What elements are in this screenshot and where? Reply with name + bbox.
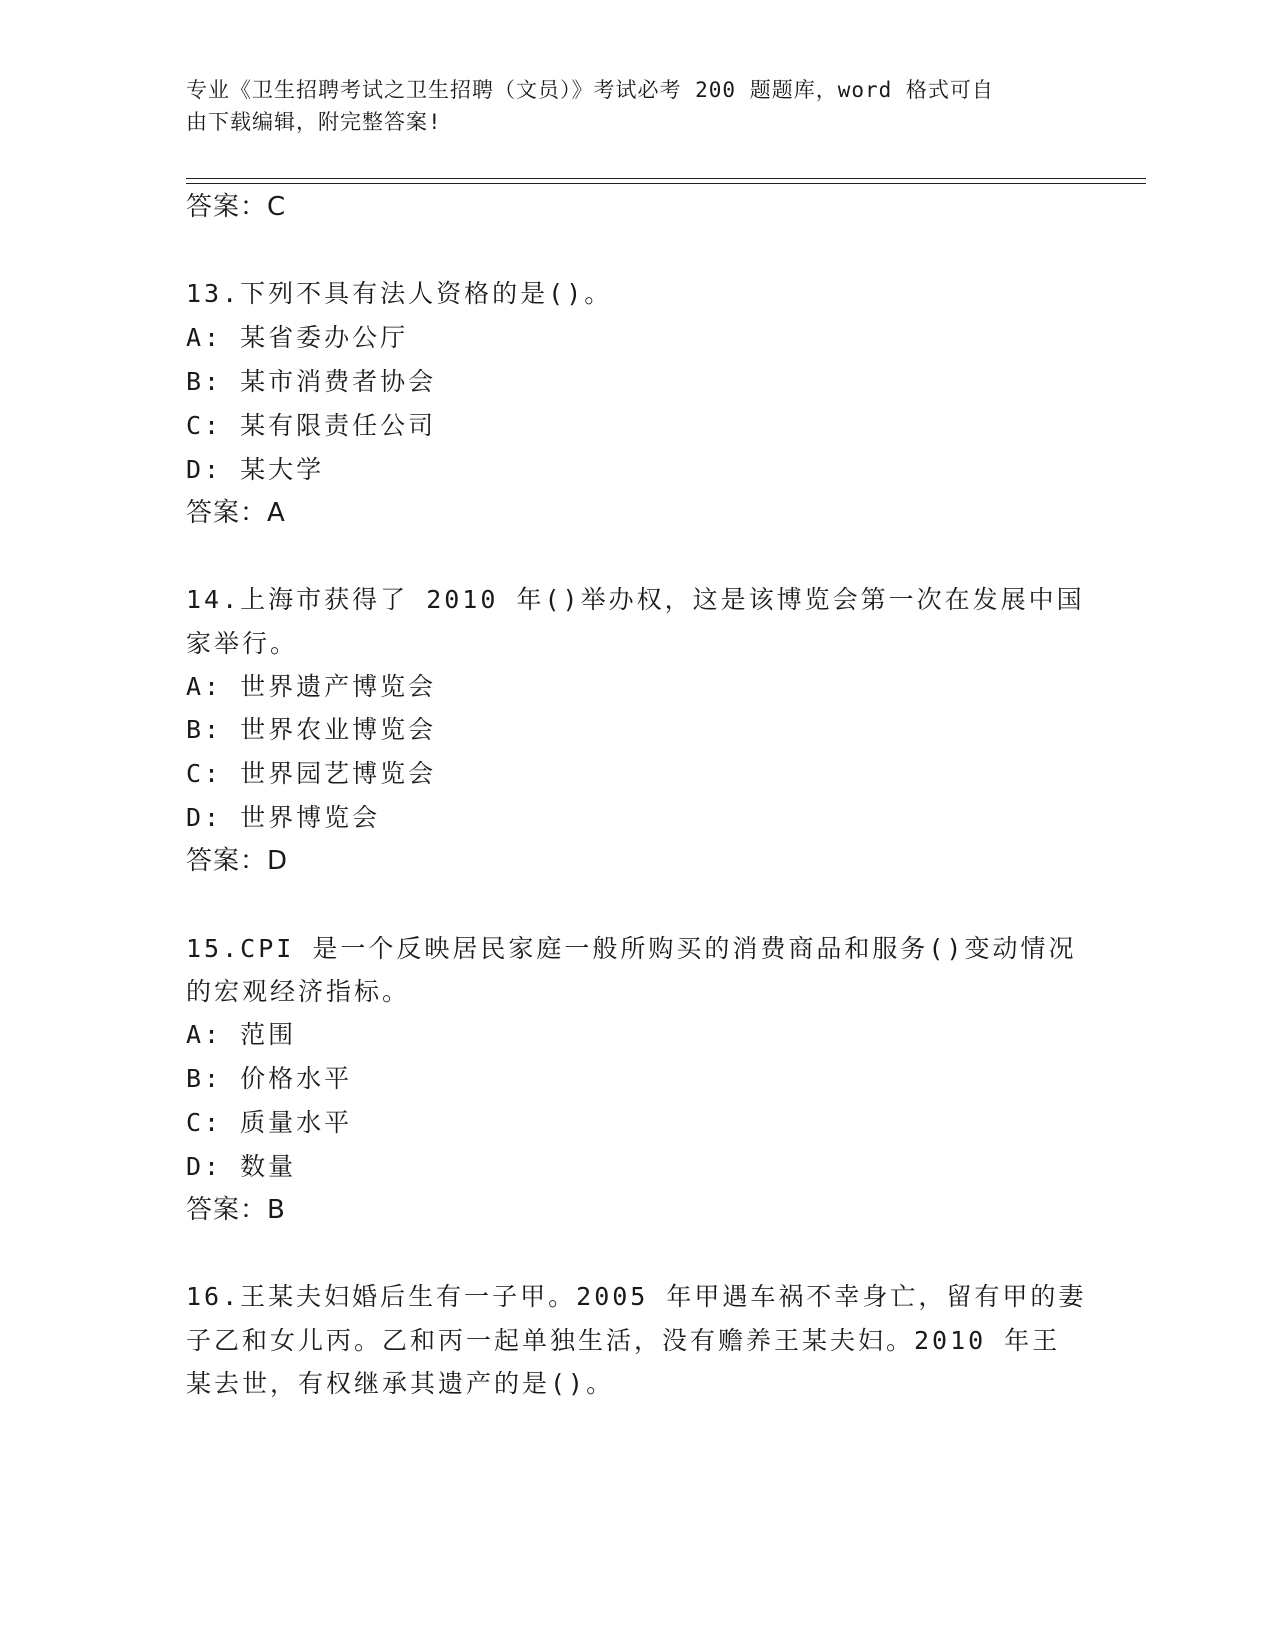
question-13-option-d: D: 某大学: [186, 455, 325, 484]
question-14-text-line-2: 家举行。: [186, 629, 299, 658]
header-line-2: 由下载编辑，附完整答案!: [186, 110, 442, 134]
question-16-text-line-3: 某去世，有权继承其遗产的是()。: [186, 1369, 615, 1398]
question-14-option-a: A: 世界遗产博览会: [186, 672, 437, 701]
answer-15: 答案：B: [186, 1195, 286, 1225]
question-15-text-line-2: 的宏观经济指标。: [186, 977, 411, 1006]
question-14-text-line-1: 14.上海市获得了 2010 年()举办权，这是该博览会第一次在发展中国: [186, 585, 1085, 614]
question-15-option-b: B: 价格水平: [186, 1064, 353, 1093]
question-15-option-d: D: 数量: [186, 1152, 297, 1181]
question-14-option-d: D: 世界博览会: [186, 803, 381, 832]
header-line-1: 专业《卫生招聘考试之卫生招聘（文员）》考试必考 200 题题库，word 格式可自: [186, 78, 994, 102]
question-16-text-line-2: 子乙和女儿丙。乙和丙一起单独生活，没有赡养王某夫妇。2010 年王: [186, 1326, 1061, 1355]
answer-14: 答案：D: [186, 846, 289, 876]
question-13-option-c: C: 某有限责任公司: [186, 411, 437, 440]
question-15-text-line-1: 15.CPI 是一个反映居民家庭一般所购买的消费商品和服务()变动情况: [186, 934, 1077, 963]
question-16-text-line-1: 16.王某夫妇婚后生有一子甲。2005 年甲遇车祸不幸身亡，留有甲的妻: [186, 1282, 1087, 1311]
question-13-option-b: B: 某市消费者协会: [186, 367, 437, 396]
question-15-option-c: C: 质量水平: [186, 1108, 353, 1137]
question-14-option-c: C: 世界园艺博览会: [186, 759, 437, 788]
header-rule-top: [186, 178, 1146, 179]
document-header: [186, 74, 1086, 138]
question-13-text: 13.下列不具有法人资格的是()。: [186, 279, 613, 308]
question-14-option-b: B: 世界农业博览会: [186, 715, 437, 744]
answer-12: 答案：C: [186, 192, 287, 222]
header-rule-bottom: [186, 183, 1146, 184]
question-15-option-a: A: 范围: [186, 1020, 297, 1049]
question-13-option-a: A: 某省委办公厅: [186, 323, 409, 352]
answer-13: 答案：A: [186, 498, 286, 528]
